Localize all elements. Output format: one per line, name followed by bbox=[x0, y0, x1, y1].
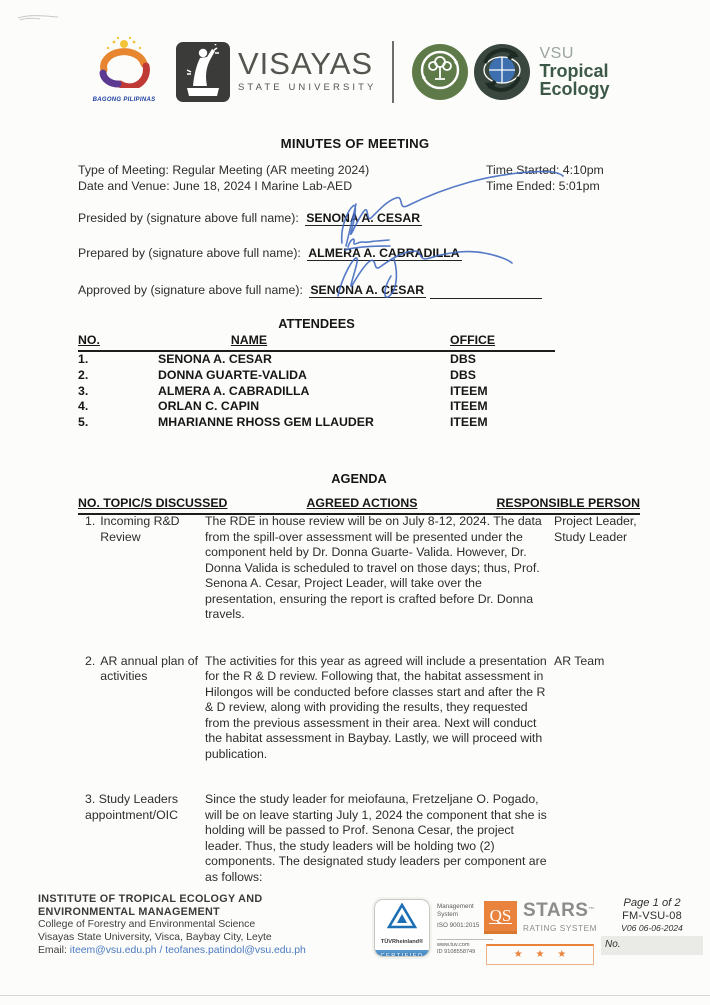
table-row bbox=[78, 399, 555, 415]
header-divider bbox=[392, 41, 394, 103]
agenda-item bbox=[78, 654, 640, 763]
email-link-iteem[interactable]: iteem@vsu.edu.ph bbox=[69, 944, 157, 956]
email-label: Email: bbox=[38, 944, 67, 956]
institute-name-2: ENVIRONMENTAL MANAGEMENT bbox=[38, 906, 220, 918]
qs-wordmark bbox=[523, 901, 597, 937]
table-row bbox=[78, 415, 555, 431]
university-name: VISAYAS bbox=[238, 45, 374, 81]
attendees-header-row bbox=[78, 333, 555, 352]
page-number: Page 1 of 2 bbox=[623, 897, 681, 909]
agenda-item-no: 1. bbox=[85, 514, 96, 528]
agenda-responsible-person: Project Leader, Study Leader bbox=[554, 514, 637, 544]
attendees-table bbox=[78, 352, 555, 431]
agenda-item-no: 3. bbox=[85, 792, 96, 806]
tuv-website: www.tuv.com bbox=[437, 941, 470, 948]
meeting-meta-right bbox=[486, 163, 604, 194]
agenda-topic bbox=[78, 514, 205, 623]
scan-edge-line bbox=[0, 995, 710, 996]
agenda-topic bbox=[78, 654, 205, 763]
attendee-office: ITEEM bbox=[450, 383, 488, 398]
prepared-by-row bbox=[78, 246, 462, 262]
agenda-table bbox=[78, 514, 640, 885]
time-started: Time Started: 4:10pm bbox=[486, 163, 604, 177]
attendee-no: 2. bbox=[78, 367, 89, 382]
attendee-name: SENONA A. CESAR bbox=[158, 352, 272, 366]
footer-institute-block bbox=[38, 893, 306, 957]
presided-by-row bbox=[78, 211, 422, 227]
attendee-name: ORLAN C. CAPIN bbox=[158, 399, 260, 414]
agenda-topic-text: AR annual plan of activities bbox=[100, 653, 199, 683]
prepared-by-label: Prepared by (signature above full name): bbox=[78, 246, 301, 260]
tuv-certification-block bbox=[374, 899, 493, 957]
college-name: College of Forestry and Environmental Science bbox=[38, 919, 256, 930]
university-subname: STATE UNIVERSITY bbox=[238, 81, 377, 93]
attendee-no: 3. bbox=[78, 383, 89, 398]
attendees-col-name: NAME bbox=[230, 333, 268, 347]
agenda-item bbox=[78, 514, 640, 623]
attendee-office: ITEEM bbox=[450, 415, 488, 430]
agenda-responsible-person: AR Team bbox=[554, 653, 605, 668]
iteem-logo bbox=[412, 44, 468, 100]
agenda-topic-text: Study Leaders appointment/OIC bbox=[85, 792, 178, 822]
attendees-col-office: OFFICE bbox=[450, 333, 496, 347]
institute-address: Visayas State University, Visca, Baybay City, Leyte bbox=[38, 931, 272, 943]
attendee-no: 5. bbox=[78, 415, 89, 430]
te-tropical-label: Tropical bbox=[539, 61, 609, 81]
qs-letters: QS bbox=[489, 905, 512, 925]
agenda-col-responsible: RESPONSIBLE PERSON bbox=[496, 496, 640, 510]
attendee-name: MHARIANNE RHOSS GEM LLAUDER bbox=[158, 415, 374, 430]
meeting-type: Type of Meeting: Regular Meeting (AR meeting 2024) bbox=[78, 163, 370, 177]
attendee-no: 4. bbox=[78, 399, 89, 414]
page-title: MINUTES OF MEETING bbox=[280, 136, 430, 151]
globe-recycle-icon bbox=[479, 47, 525, 98]
tuv-certified-label: CERTIFIED bbox=[375, 950, 429, 957]
agenda-col-actions: AGREED ACTIONS bbox=[306, 496, 418, 510]
letterhead bbox=[84, 34, 609, 110]
attendees-col-no: NO. bbox=[78, 333, 100, 347]
meeting-date-venue: Date and Venue: June 18, 2024 I Marine Lab-AED bbox=[78, 178, 353, 193]
bagong-pilipinas-icon bbox=[92, 77, 156, 91]
star-icons: ★ ★ ★ bbox=[513, 948, 572, 960]
email-separator: / bbox=[159, 944, 163, 956]
presided-by-label: Presided by (signature above full name): bbox=[78, 211, 299, 225]
form-code: FM-VSU-08 bbox=[622, 910, 682, 922]
approved-by-name: SENONA A. CESAR bbox=[310, 283, 425, 297]
form-meta-block bbox=[601, 897, 703, 955]
attendee-name: ALMERA A. CABRADILLA bbox=[158, 383, 310, 398]
attendee-office: DBS bbox=[450, 352, 476, 366]
vsu-seal bbox=[176, 42, 230, 102]
tuv-system-line2: System bbox=[437, 910, 458, 918]
attendee-name: DONNA GUARTE-VALIDA bbox=[158, 367, 307, 382]
agenda-agreed-actions: The activities for this year as agreed will include a presentation for the R & D review. Following that, the habitat assessment in Hilongos will be conducted before classes start and after the R & D review, along with providing the results, they requested from the previous assessment in their area. Next will conduct the habitat assessment in Baybay. Lastly, we will proceed with publication. bbox=[205, 653, 547, 761]
agenda-agreed-actions: The RDE in house review will be on July 8-12, 2024. The data from the spill-over assessment will be presented under the component held by Dr. Donna Guarte- Valida. However, Dr. Donna Valida is scheduled to travel on those days; thus, Prof. Senona A. Cesar, Project Leader, will take over the presentation, ensuring the report is crafted before Dr. Donna travels. bbox=[205, 514, 542, 621]
agenda-item-no: 2. bbox=[85, 653, 96, 668]
approved-by-label: Approved by (signature above full name): bbox=[78, 283, 303, 297]
qs-icon bbox=[484, 901, 517, 934]
time-ended: Time Ended: 5:01pm bbox=[486, 178, 600, 193]
agenda-agreed-actions: Since the study leader for meiofauna, Fretzeljane O. Pogado, will be on leave starting July 1, 2024 the component that she is holding will be passed to Prof. Senona Cesar, the project leader. Thus, the study leaders will be holding two (2) components. The designated study leaders per component are as follows: bbox=[205, 792, 547, 884]
qs-stars-block bbox=[484, 901, 602, 965]
agenda-responsible-person bbox=[548, 792, 640, 885]
qs-rating-label: RATING SYSTEM bbox=[523, 924, 598, 933]
agenda-col-topic: NO. TOPIC/S DISCUSSED bbox=[78, 496, 228, 510]
tuv-system-line1: Management bbox=[437, 903, 474, 910]
table-row bbox=[78, 352, 555, 368]
institute-name: INSTITUTE OF TROPICAL ECOLOGY AND bbox=[38, 893, 263, 905]
scan-pencil-mark bbox=[18, 16, 58, 20]
qs-star-rating bbox=[486, 944, 594, 965]
tuv-brand-label: TÜVRheinland® bbox=[380, 938, 424, 945]
presided-by-name: SENONA A. CESAR bbox=[306, 211, 421, 225]
attendee-office: DBS bbox=[450, 367, 476, 382]
vsu-wordmark bbox=[238, 45, 377, 96]
tropical-ecology-logo bbox=[474, 44, 530, 100]
qs-stars-label: STARS™ bbox=[523, 900, 595, 921]
table-row bbox=[78, 368, 555, 384]
sower-icon bbox=[181, 44, 225, 103]
tuv-cert-id: ID 9108558749 bbox=[437, 948, 476, 955]
trademark-symbol: ™ bbox=[588, 907, 595, 913]
tree-recycle-icon bbox=[418, 48, 462, 97]
agenda-topic-text: Incoming R&D Review bbox=[100, 514, 180, 544]
agenda-header-row bbox=[78, 496, 640, 515]
agenda-item bbox=[78, 792, 640, 885]
agenda-topic bbox=[78, 792, 205, 885]
te-ecology-label: Ecology bbox=[539, 79, 610, 99]
attendees-title: ATTENDEES bbox=[278, 316, 355, 331]
agenda-title: AGENDA bbox=[331, 471, 387, 486]
tropical-ecology-wordmark bbox=[539, 46, 609, 98]
qs-stars-logo bbox=[484, 901, 602, 937]
approved-by-blank-line bbox=[430, 285, 542, 299]
approved-by-row bbox=[78, 283, 542, 299]
meeting-meta-left bbox=[78, 163, 369, 194]
attendee-office: ITEEM bbox=[450, 399, 488, 414]
prepared-by-name: ALMERA A. CABRADILLA bbox=[308, 246, 460, 260]
form-no-field: No. bbox=[601, 936, 703, 955]
te-vsu-label: VSU bbox=[539, 45, 574, 62]
tuv-triangle-icon bbox=[387, 900, 417, 934]
email-link-teofanes[interactable]: teofanes.patindol@vsu.edu.ph bbox=[165, 944, 306, 956]
bagong-pilipinas-logo bbox=[84, 36, 164, 109]
table-row bbox=[78, 384, 555, 400]
form-version: V06 06-06-2024 bbox=[621, 923, 683, 933]
tuv-iso-standard: ISO 9001:2015 bbox=[437, 922, 480, 930]
tuv-certified-logo bbox=[374, 899, 430, 957]
attendee-no: 1. bbox=[78, 352, 89, 366]
bagong-pilipinas-label: BAGONG PILIPINAS bbox=[92, 97, 156, 103]
email-line bbox=[38, 945, 306, 958]
